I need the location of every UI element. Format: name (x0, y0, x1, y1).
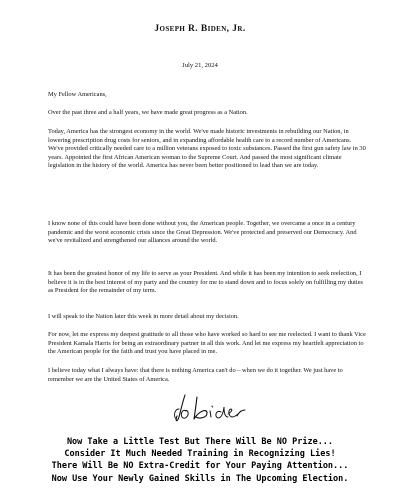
test-caption (0, 436, 400, 485)
paragraph-progress: Over the past three and a half years, we have made great progress as a Nation. (48, 109, 248, 116)
salutation: My Fellow Americans, (48, 91, 107, 98)
signature-image (171, 389, 249, 427)
paragraph-speak-to-nation: I will speak to the Nation later this week in more detail about my decision. (48, 313, 239, 320)
paragraph-closing: I believe today what I always have: that there is nothing America can't do – when we do it together. We just have to remember we are the United States of America. (48, 367, 343, 383)
test-caption-line: Consider It Much Needed Training in Recognizing Lies! (64, 449, 336, 460)
test-caption-line: Now Use Your Newly Gained Skills in The Upcoming Election. (51, 473, 349, 484)
letterhead: Joseph R. Biden, Jr. (154, 24, 246, 34)
paragraph-american-people: I know none of this could have been done without you, the American people. Together, we overcame a once in a century pandemic and the worst economic crisis since the Great Depression. We've protected and preserved our Democracy. And we've revitalized and strengthened our alliances around the world. (48, 220, 357, 245)
paragraph-decision: It has been the greatest honor of my life to serve as your President. And while it has been my intention to seek reelection, I believe it is in the best interest of my party and the country for me to stand down and to focus solely on fulfilling my duties as President for the remainder of my term. (48, 270, 364, 295)
test-caption-line: There Will Be NO Extra-Credit for Your Paying Attention... (51, 461, 349, 472)
test-caption-line: Now Take a Little Test But There Will Be NO Prize... (66, 437, 334, 447)
paragraph-economy: Today, America has the strongest economy in the world. We've made historic investments in rebuilding our Nation, in lowering prescription drug costs for seniors, and in expanding affordable health care to a record number of Americans. We've provided critically needed care to a million veterans exposed to toxic substances. Passed the first gun safety law in 30 years. Appointed the first African American woman to the Supreme Court. And passed the most significant climate legislation in the history of the world. America has never been better positioned to lead than we are today. (48, 128, 366, 170)
paragraph-gratitude: For now, let me express my deepest gratitude to all those who have worked so hard to see me reelected. I want to thank Vice President Kamala Harris for being an extraordinary partner in all this work. And let me express my heartfelt appreciation to the American people for the faith and trust you have placed in me. (48, 331, 366, 356)
letter-date: July 21, 2024 (182, 62, 218, 69)
